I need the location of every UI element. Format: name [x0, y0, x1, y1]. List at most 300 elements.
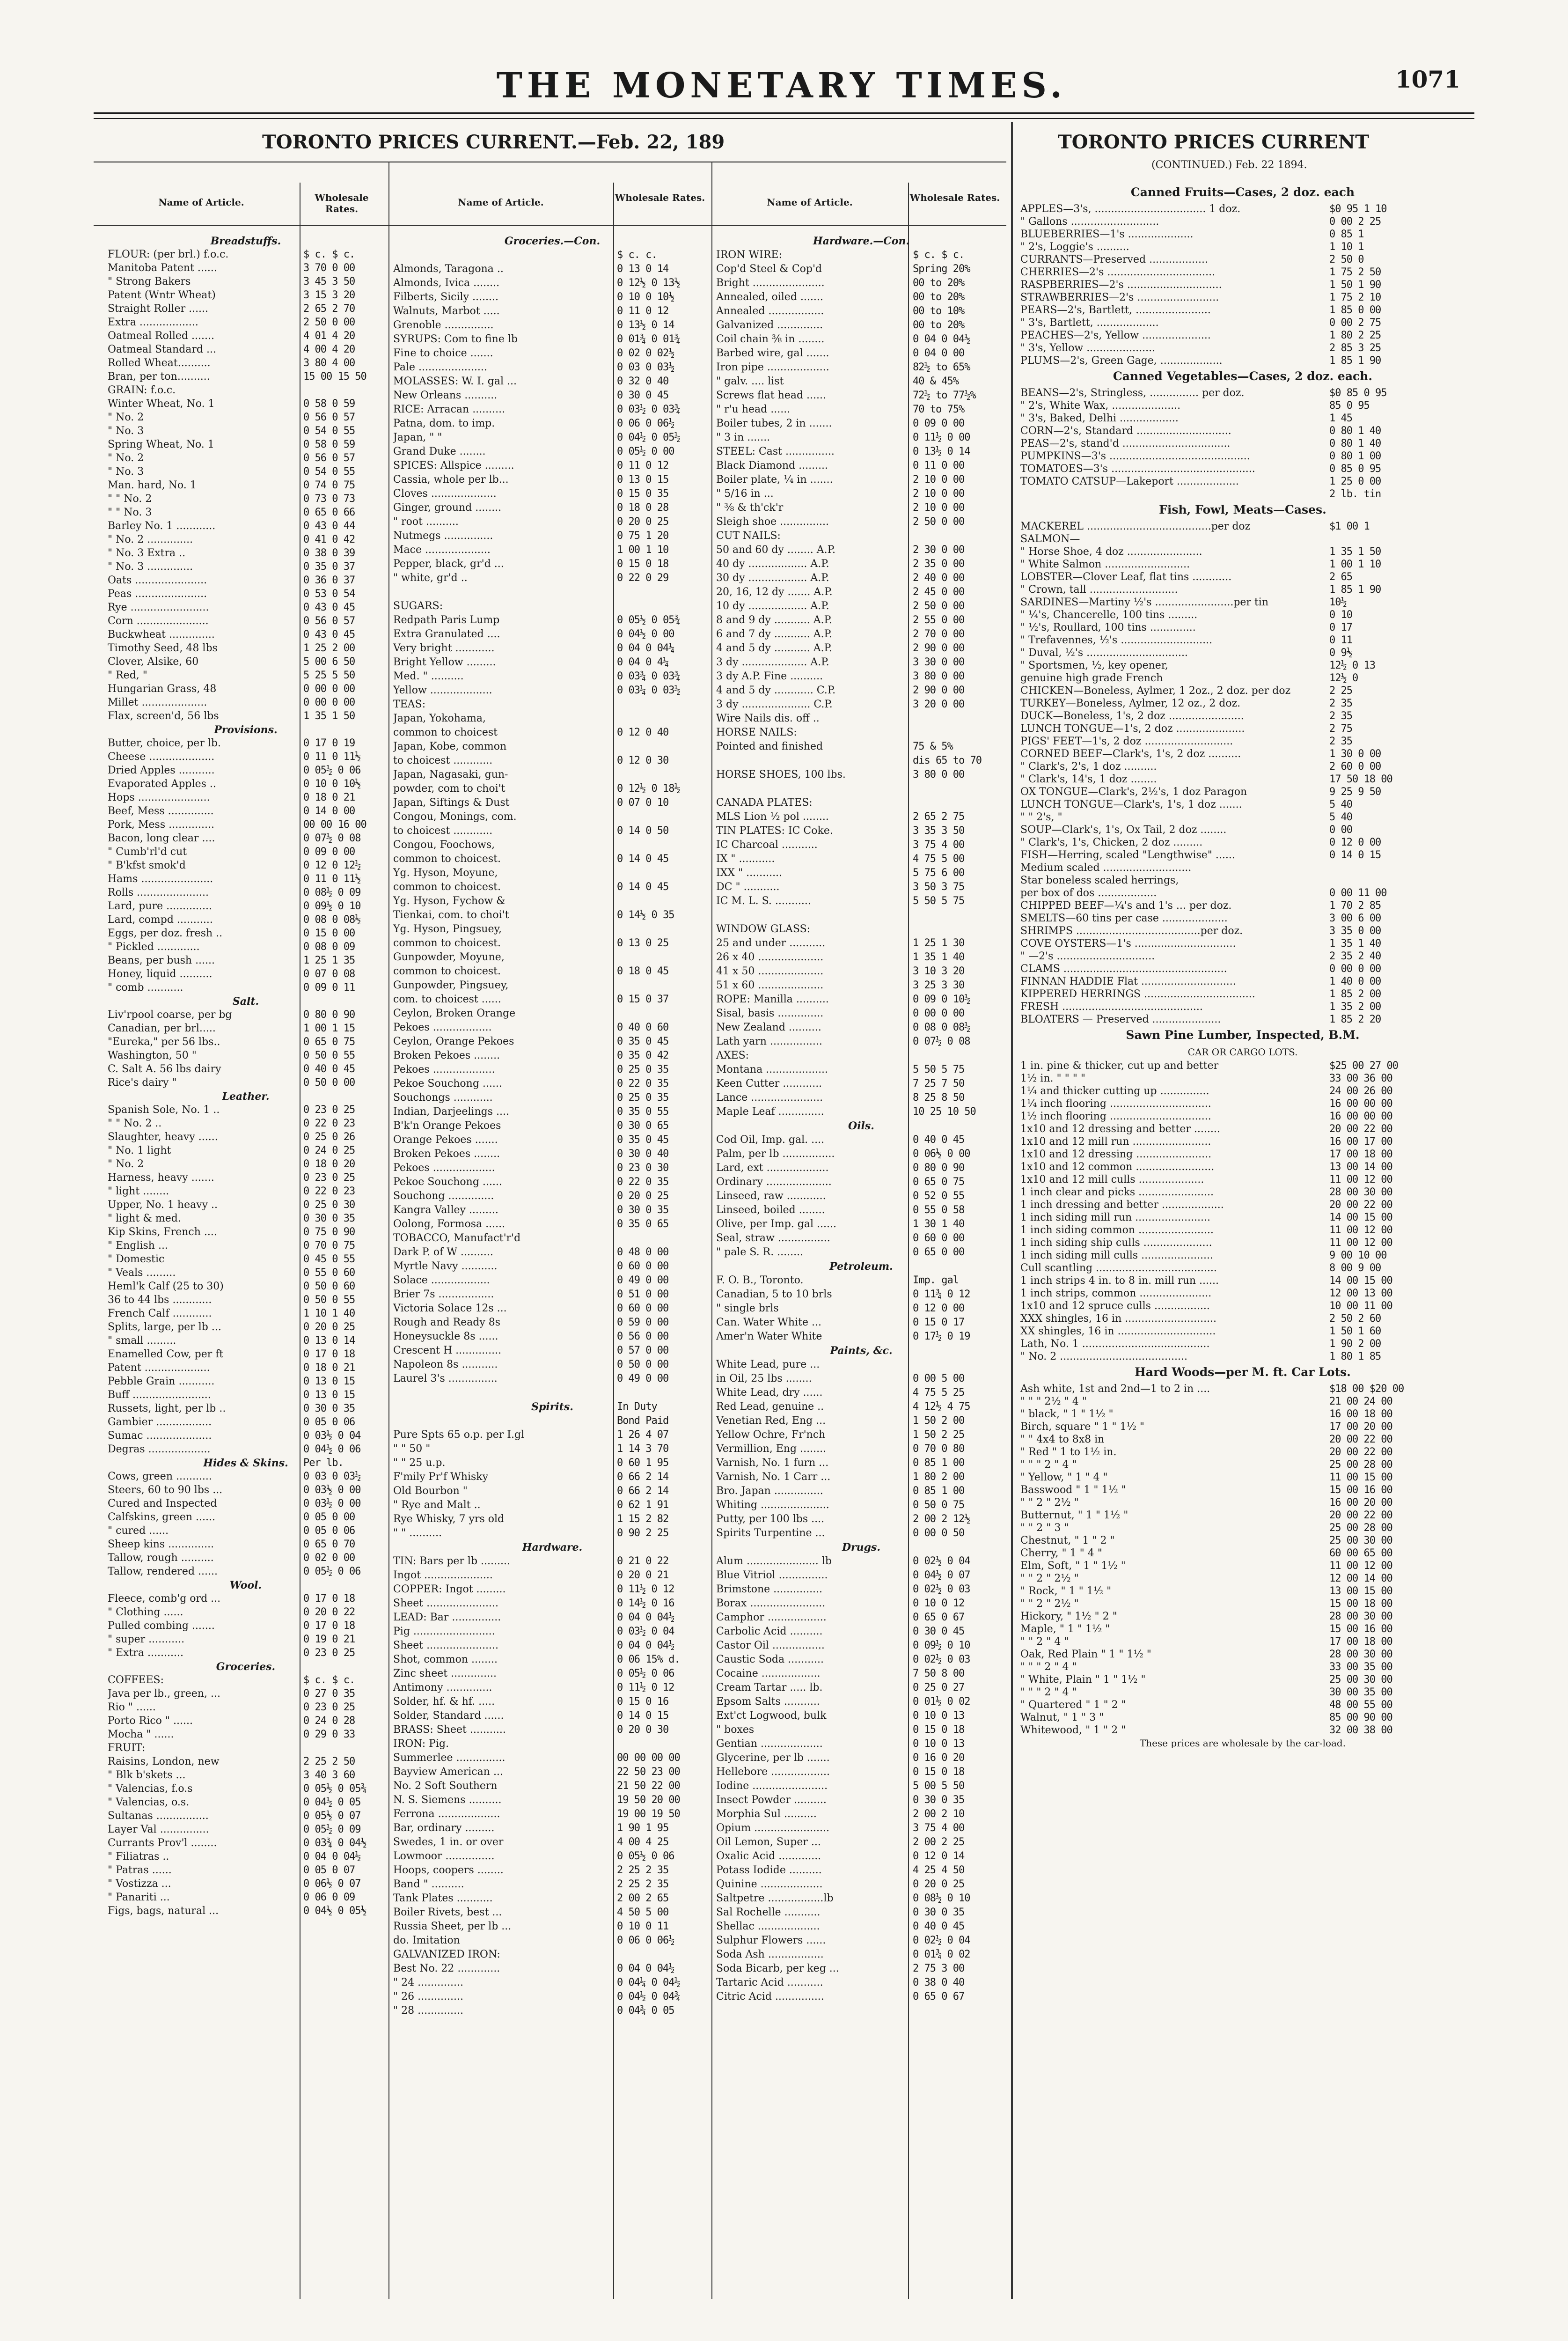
article-name: Annealed, oiled .......: [716, 291, 823, 303]
price-value: 1 50 1 90: [1329, 279, 1381, 291]
article-name: " Clark's, 14's, 1 doz ........: [1020, 773, 1157, 785]
price-row: [1020, 1559, 1465, 1572]
section-title: Salt.: [232, 995, 259, 1008]
price-row: [393, 1892, 711, 1906]
price-value: 11 00 12 00: [1329, 1224, 1392, 1236]
price-value: 3 20 0 00: [913, 699, 965, 710]
price-value: 0 38 0 40: [913, 1977, 965, 1988]
price-value: 0 17½ 0 19: [913, 1331, 970, 1342]
price-value: 0 40 0 45: [913, 1921, 965, 1932]
price-value: 4 01 4 20: [303, 330, 355, 342]
price-row: [1020, 722, 1465, 735]
price-row: [108, 1117, 384, 1130]
price-row: [716, 712, 1006, 726]
article-name: Figs, bags, natural ...: [108, 1905, 219, 1917]
price-row: [108, 1470, 384, 1483]
price-value: 0 80 0 90: [913, 1162, 965, 1174]
price-value: 1 25 0 00: [1329, 476, 1381, 487]
price-row: [108, 1103, 384, 1117]
price-value: $0 95 1 10: [1329, 203, 1387, 215]
price-value: 0 54 0 55: [303, 425, 355, 437]
article-name: 1 inch siding mill run .......................: [1020, 1212, 1211, 1223]
article-name: Keen Cutter ............: [716, 1078, 822, 1090]
price-row: [108, 1755, 384, 1768]
price-row: [108, 1076, 384, 1090]
price-value: 0 18 0 45: [617, 965, 669, 977]
price-value: 33 00 36 00: [1329, 1073, 1392, 1084]
price-value: In Duty: [617, 1401, 657, 1413]
article-name: Peas ......................: [108, 588, 207, 600]
article-name: Yg. Hyson, Moyune,: [393, 867, 498, 879]
price-row: [393, 852, 711, 866]
price-value: 0 73 0 73: [303, 493, 355, 505]
price-row: [1020, 1013, 1465, 1025]
price-row: [1020, 583, 1465, 596]
price-row: [108, 1687, 384, 1701]
article-name: Yg. Hyson, Fychow &: [393, 895, 506, 907]
article-name: " B'kfst smok'd: [108, 860, 186, 871]
article-name: Iron pipe ...................: [716, 361, 829, 373]
article-name: CUT NAILS:: [716, 530, 781, 542]
price-value: 16 00 18 00: [1329, 1408, 1392, 1420]
price-row: [393, 304, 711, 318]
article-name: SHRIMPS ......................................per doz.: [1020, 925, 1243, 937]
article-name: Washington, 50 ": [108, 1050, 197, 1061]
article-name: Wire Nails dis. off ..: [716, 713, 820, 724]
article-name: Lath yarn ................: [716, 1036, 822, 1047]
price-row: [108, 736, 384, 750]
article-name: " " 2 " 4 ": [1020, 1636, 1069, 1648]
article-name: Oak, Red Plain " 1 " 1½ ": [1020, 1649, 1151, 1660]
article-name: Cassia, whole per lb...: [393, 474, 509, 486]
article-name: 26 x 40 ....................: [716, 951, 824, 963]
price-row: [108, 1388, 384, 1402]
article-name: FISH—Herring, scaled "Lengthwise" ......: [1020, 849, 1235, 861]
price-row: [1020, 1274, 1465, 1287]
price-value: 5 25 5 50: [303, 670, 355, 681]
article-name: XXX shingles, 16 in ............................: [1020, 1313, 1217, 1325]
price-value: 20 00 22 00: [1329, 1509, 1392, 1521]
article-name: Heml'k Calf (25 to 30): [108, 1281, 224, 1292]
price-row: [716, 964, 1006, 979]
price-row: [108, 383, 384, 397]
price-value: 0 08 0 08½: [303, 914, 361, 926]
article-name: " pale S. R. ........: [716, 1246, 804, 1258]
price-row: [393, 599, 711, 613]
price-value: 48 00 55 00: [1329, 1699, 1392, 1711]
price-row: [1020, 671, 1465, 684]
price-value: 0 21 0 22: [617, 1555, 669, 1567]
price-value: 0 05½ 0 06: [303, 765, 361, 776]
article-name: Cocaine ..................: [716, 1668, 821, 1679]
price-value: 4 75 5 25: [913, 1387, 965, 1399]
article-name: Shot, common ........: [393, 1654, 498, 1665]
price-value: 0 35 0 37: [303, 561, 355, 573]
price-value: 2 35 2 40: [1329, 950, 1381, 962]
price-value: 0 12 0 12½: [303, 860, 361, 871]
price-row: [108, 1497, 384, 1510]
article-name: Butternut, " 1 " 1½ ": [1020, 1509, 1128, 1521]
price-row: [716, 1274, 1006, 1288]
article-name: 6 and 7 dy ........... A.P.: [716, 628, 832, 640]
price-row: [393, 1526, 711, 1540]
price-row: [1020, 633, 1465, 646]
price-value: 3 40 3 60: [303, 1769, 355, 1781]
price-row: [716, 262, 1006, 276]
price-row: [108, 302, 384, 316]
price-row: [393, 1962, 711, 1976]
article-name: Sleigh shoe ...............: [716, 516, 829, 528]
price-value: 2 50 2 60: [1329, 1313, 1381, 1325]
price-row: [108, 1538, 384, 1551]
price-value: 4 12½ 4 75: [913, 1401, 970, 1413]
price-value: 0 13 0 14: [303, 1335, 355, 1347]
article-name: Hoops, coopers ........: [393, 1864, 504, 1876]
price-row: [716, 585, 1006, 599]
price-value: 85 0 95: [1329, 400, 1370, 412]
article-name: " " No. 2 ..: [108, 1118, 162, 1129]
price-value: 2 00 2 12½: [913, 1513, 970, 1525]
price-value: 0 18 0 21: [303, 1362, 355, 1374]
article-name: Lath, No. 1 .......................................: [1020, 1338, 1210, 1350]
price-row: [108, 1850, 384, 1863]
price-row: [1020, 747, 1465, 760]
article-name: Clover, Alsike, 60: [108, 656, 199, 668]
article-name: Yellow Ochre, Fr'nch: [716, 1429, 826, 1441]
price-row: [393, 740, 711, 754]
article-name: Yellow ...................: [393, 685, 492, 696]
article-name: Star boneless scaled herrings,: [1020, 875, 1179, 886]
price-row: [716, 641, 1006, 655]
price-value: 2 85 3 25: [1329, 342, 1381, 354]
article-name: " ⅜ & th'ck'r: [716, 502, 784, 514]
price-row: [716, 894, 1006, 908]
price-row: [716, 1934, 1006, 1948]
article-name: " Clark's, 1's, Chicken, 2 doz .........: [1020, 837, 1203, 848]
price-row: [716, 1709, 1006, 1723]
price-value: 9 25 9 50: [1329, 786, 1381, 798]
price-row: [108, 316, 384, 329]
price-row: [716, 1948, 1006, 1962]
price-row: [716, 389, 1006, 403]
price-row: [716, 571, 1006, 585]
price-value: 0 03½ 0 03¾: [617, 404, 680, 415]
price-row: [393, 515, 711, 529]
price-row: [108, 1008, 384, 1022]
article-name: Oatmeal Rolled .......: [108, 330, 214, 342]
article-name: Millet ....................: [108, 697, 207, 708]
section-heading: [716, 1119, 1006, 1133]
price-value: Bond Paid: [617, 1415, 669, 1427]
price-row: [716, 880, 1006, 894]
price-row: [1020, 265, 1465, 278]
article-name: 51 x 60 ....................: [716, 979, 824, 991]
price-value: 0 30 0 35: [303, 1403, 355, 1414]
article-name: " Valencias, f.o.s: [108, 1783, 193, 1795]
price-value: 12 00 13 00: [1329, 1288, 1392, 1299]
article-name: LUNCH TONGUE—1's, 2 doz .....................: [1020, 723, 1245, 735]
price-value: 0 00 0 00: [1329, 963, 1381, 975]
price-value: 0 22 0 35: [617, 1078, 669, 1090]
price-value: 8 00 9 00: [1329, 1262, 1381, 1274]
price-value: 20 00 22 00: [1329, 1446, 1392, 1458]
price-value: 0 00 0 00: [303, 683, 355, 695]
article-name: Black Diamond .........: [716, 460, 828, 471]
article-name: Spanish Sole, No. 1 ..: [108, 1104, 220, 1116]
article-name: genuine high grade French: [1020, 672, 1163, 684]
section-heading: [108, 234, 384, 248]
price-row: [1020, 1445, 1465, 1458]
article-name: " r'u head ......: [716, 404, 791, 415]
article-name: " black, " 1 " 1½ ": [1020, 1408, 1114, 1420]
article-name: " " No. 3: [108, 507, 152, 518]
article-name: " Trefavennes, ½'s ............................: [1020, 634, 1213, 646]
article-name: Boiler tubes, 2 in .......: [716, 418, 832, 429]
price-row: [393, 1105, 711, 1119]
article-name: Olive, per Imp. gal ......: [716, 1218, 836, 1230]
hardwoods-heading: Hard Woods—per M. ft. Car Lots.: [1135, 1365, 1351, 1379]
price-value: 0 10: [1329, 609, 1352, 621]
price-value: 0 56 0 57: [303, 412, 355, 423]
price-value: 0 10 0 13: [913, 1738, 965, 1750]
price-value: 0 04 0 04½: [617, 1963, 674, 1974]
article-name: Beans, per bush ......: [108, 955, 215, 966]
price-value: 0 17 0 19: [303, 737, 355, 749]
section-heading: [108, 1456, 384, 1470]
article-name: Bayview American ...: [393, 1766, 503, 1778]
price-value: 2 65 2 70: [303, 303, 355, 315]
price-value: 12 00 14 00: [1329, 1573, 1392, 1584]
price-value: 0 12 0 40: [617, 727, 669, 738]
article-name: " small .........: [108, 1335, 176, 1347]
price-value: 1 35 1 50: [1329, 546, 1381, 558]
price-row: [716, 1456, 1006, 1470]
article-name: " Red, ": [108, 670, 147, 681]
section-heading: [108, 1660, 384, 1673]
price-value: 0 03 0 03½: [303, 1471, 361, 1482]
article-name: Morphia Sul ..........: [716, 1808, 817, 1820]
price-row: [393, 1723, 711, 1737]
article-name: Iodine .......................: [716, 1780, 828, 1792]
price-value: 0 20 0 25: [303, 1321, 355, 1333]
article-name: 36 to 44 lbs ............: [108, 1294, 212, 1306]
article-name: " 26 ..............: [393, 1991, 464, 2002]
price-row: [108, 1049, 384, 1062]
price-value: 0 43 0 44: [303, 520, 355, 532]
price-row: [716, 754, 1006, 768]
article-name: " Crown, tall ...........................: [1020, 584, 1178, 596]
col2-price-list: [393, 234, 711, 2294]
price-row: [1020, 462, 1465, 475]
price-row: [393, 1639, 711, 1653]
article-name: " Patras ......: [108, 1864, 172, 1876]
price-value: 3 10 3 20: [913, 965, 965, 977]
article-name: Fine to choice .......: [393, 347, 493, 359]
article-name: 1¼ and thicker cutting up ...............: [1020, 1085, 1209, 1097]
article-name: CHERRIES—2's .................................: [1020, 266, 1216, 278]
article-name: Winter Wheat, No. 1: [108, 398, 215, 410]
price-value: 24 00 26 00: [1329, 1085, 1392, 1097]
price-row: [1020, 1173, 1465, 1185]
price-value: 5 40: [1329, 811, 1352, 823]
price-row: [108, 1347, 384, 1361]
price-value: 0 05½ 0 06: [617, 1668, 674, 1679]
article-name: Bar, ordinary .........: [393, 1822, 495, 1834]
price-value: 0 54 0 55: [303, 466, 355, 478]
canned-vegetables-heading: Canned Vegetables—Cases, 2 doz. each.: [1113, 369, 1373, 383]
price-value: 0 12 0 00: [913, 1303, 965, 1314]
price-value: 0 11 0 00: [913, 460, 965, 471]
price-row: [716, 684, 1006, 698]
article-name: Pekoe Souchong ......: [393, 1176, 502, 1188]
price-row: [716, 796, 1006, 810]
price-row: [1020, 1534, 1465, 1546]
price-value: 0 03½ 0 00: [303, 1484, 361, 1496]
price-value: 0 53 0 54: [303, 588, 355, 600]
price-row: [716, 1512, 1006, 1526]
price-row: [1020, 1084, 1465, 1097]
price-row: [393, 1245, 711, 1259]
price-row: [1020, 1236, 1465, 1249]
price-value: 30 00 35 00: [1329, 1686, 1392, 1698]
price-row: [1020, 1072, 1465, 1084]
price-value: $1 00 1: [1329, 521, 1370, 532]
price-value: 0 50 0 60: [303, 1281, 355, 1292]
lumber-heading: Sawn Pine Lumber, Inspected, B.M.: [1126, 1028, 1360, 1042]
article-name: 1 inch siding common .......................: [1020, 1224, 1214, 1236]
article-name: " comb ...........: [108, 982, 183, 994]
price-row: [1020, 1407, 1465, 1420]
col2-rates-header: Wholesale Rates.: [615, 192, 705, 203]
price-value: 0 15 0 17: [913, 1317, 965, 1328]
price-value: 0 35 0 55: [617, 1106, 669, 1118]
price-row: [716, 1358, 1006, 1372]
article-name: Sumac ....................: [108, 1430, 212, 1442]
price-value: 0 04¾ 0 05: [617, 2005, 674, 2017]
article-name: Cherry, " 1 " 4 ": [1020, 1547, 1102, 1559]
price-value: 0 04½ 0 06: [303, 1443, 361, 1455]
price-value: 5 50 5 75: [913, 1064, 965, 1075]
price-value: 0 32 0 40: [617, 375, 669, 387]
article-name: Japan, Kobe, common: [393, 741, 507, 752]
price-row: [716, 670, 1006, 684]
price-row: [393, 389, 711, 403]
price-value: 3 00 6 00: [1329, 913, 1381, 924]
price-value: 0 25 0 26: [303, 1131, 355, 1143]
article-name: Porto Rico " ......: [108, 1715, 193, 1727]
price-value: 2 25 2 35: [617, 1864, 669, 1876]
article-name: Japan, " ": [393, 432, 442, 443]
price-value: 3 45 3 50: [303, 276, 355, 287]
price-value: 0 03¾ 0 04½: [303, 1837, 366, 1849]
article-name: 1x10 and 12 spruce culls .................: [1020, 1300, 1210, 1312]
article-name: Basswood " 1 " 1½ ": [1020, 1484, 1126, 1496]
article-name: Raisins, London, new: [108, 1756, 220, 1767]
price-value: 0 57 0 00: [617, 1345, 669, 1356]
price-row: [393, 403, 711, 417]
price-row: [1020, 1312, 1465, 1325]
article-name: PEAS—2's, stand'd .................................: [1020, 438, 1231, 449]
price-row: [108, 1877, 384, 1891]
article-name: Brimstone ...............: [716, 1583, 823, 1595]
price-value: 0 35 0 45: [617, 1036, 669, 1047]
price-row: [716, 1849, 1006, 1863]
price-row: [393, 894, 711, 908]
price-value: 10 25 10 50: [913, 1106, 976, 1118]
price-value: 25 00 28 00: [1329, 1459, 1392, 1471]
price-value: 3 35 3 50: [913, 825, 965, 837]
price-value: 13 00 14 00: [1329, 1161, 1392, 1173]
price-row: [108, 424, 384, 438]
article-name: Potass Iodide ..........: [716, 1864, 822, 1876]
price-value: 0 65 0 67: [913, 1612, 965, 1623]
price-value: 0 40 0 60: [617, 1022, 669, 1033]
article-name: SALMON—: [1020, 533, 1080, 545]
section-heading: [716, 1344, 1006, 1358]
article-name: Walnuts, Marbot .....: [393, 305, 500, 317]
price-value: 0 55 0 58: [913, 1204, 965, 1216]
price-row: [108, 1904, 384, 1918]
price-row: [1020, 424, 1465, 437]
price-row: [393, 1976, 711, 1990]
price-row: [1020, 1198, 1465, 1211]
article-name: Indian, Darjeelings ....: [393, 1106, 509, 1118]
article-name: BLUEBERRIES—1's ....................: [1020, 228, 1194, 240]
price-value: 0 10 0 10½: [303, 778, 361, 790]
price-row: [1020, 950, 1465, 962]
article-name: 20, 16, 12 dy ....... A.P.: [716, 586, 833, 598]
price-row: [1020, 848, 1465, 861]
price-value: 2 25: [1329, 685, 1352, 697]
price-row: [1020, 709, 1465, 722]
price-row: [393, 1990, 711, 2004]
price-value: 0 40 0 45: [913, 1134, 965, 1146]
price-row: [393, 1751, 711, 1765]
article-name: SOUP—Clark's, 1's, Ox Tail, 2 doz ........: [1020, 824, 1227, 836]
price-row: [716, 852, 1006, 866]
article-name: IC Charcoal ...........: [716, 839, 818, 851]
price-value: 0 08 0 09: [303, 941, 355, 953]
price-value: 1 00 1 15: [303, 1023, 355, 1034]
section-heading: [393, 1540, 711, 1554]
article-name: Butter, choice, per lb.: [108, 737, 221, 749]
price-row: [393, 1877, 711, 1892]
price-row: [108, 1782, 384, 1796]
price-value: 0 65 0 67: [913, 1991, 965, 2002]
price-row: [393, 1583, 711, 1597]
price-value: 0 29 0 33: [303, 1729, 355, 1740]
price-row: [1020, 412, 1465, 424]
price-row: [108, 1293, 384, 1307]
price-value: 2 75: [1329, 723, 1352, 735]
article-name: Walnut, " 1 " 3 ": [1020, 1712, 1104, 1723]
price-value: 0 02½ 0 03: [913, 1583, 970, 1595]
price-value: 25 00 28 00: [1329, 1522, 1392, 1534]
price-value: 0 15 0 37: [617, 994, 669, 1005]
article-name: Lard, ext ...................: [716, 1162, 829, 1174]
price-row: [1020, 545, 1465, 558]
price-row: [1020, 861, 1465, 874]
price-row: [108, 669, 384, 682]
price-row: [393, 375, 711, 389]
article-name: " Filiatras ..: [108, 1851, 169, 1862]
article-name: Pork, Mess ..............: [108, 819, 215, 831]
price-row: [108, 1443, 384, 1456]
price-value: $ c. $ c.: [913, 249, 965, 261]
price-row: [716, 1442, 1006, 1456]
price-value: 0 30 0 35: [303, 1213, 355, 1224]
price-value: 0 04 0 04½: [617, 1640, 674, 1651]
